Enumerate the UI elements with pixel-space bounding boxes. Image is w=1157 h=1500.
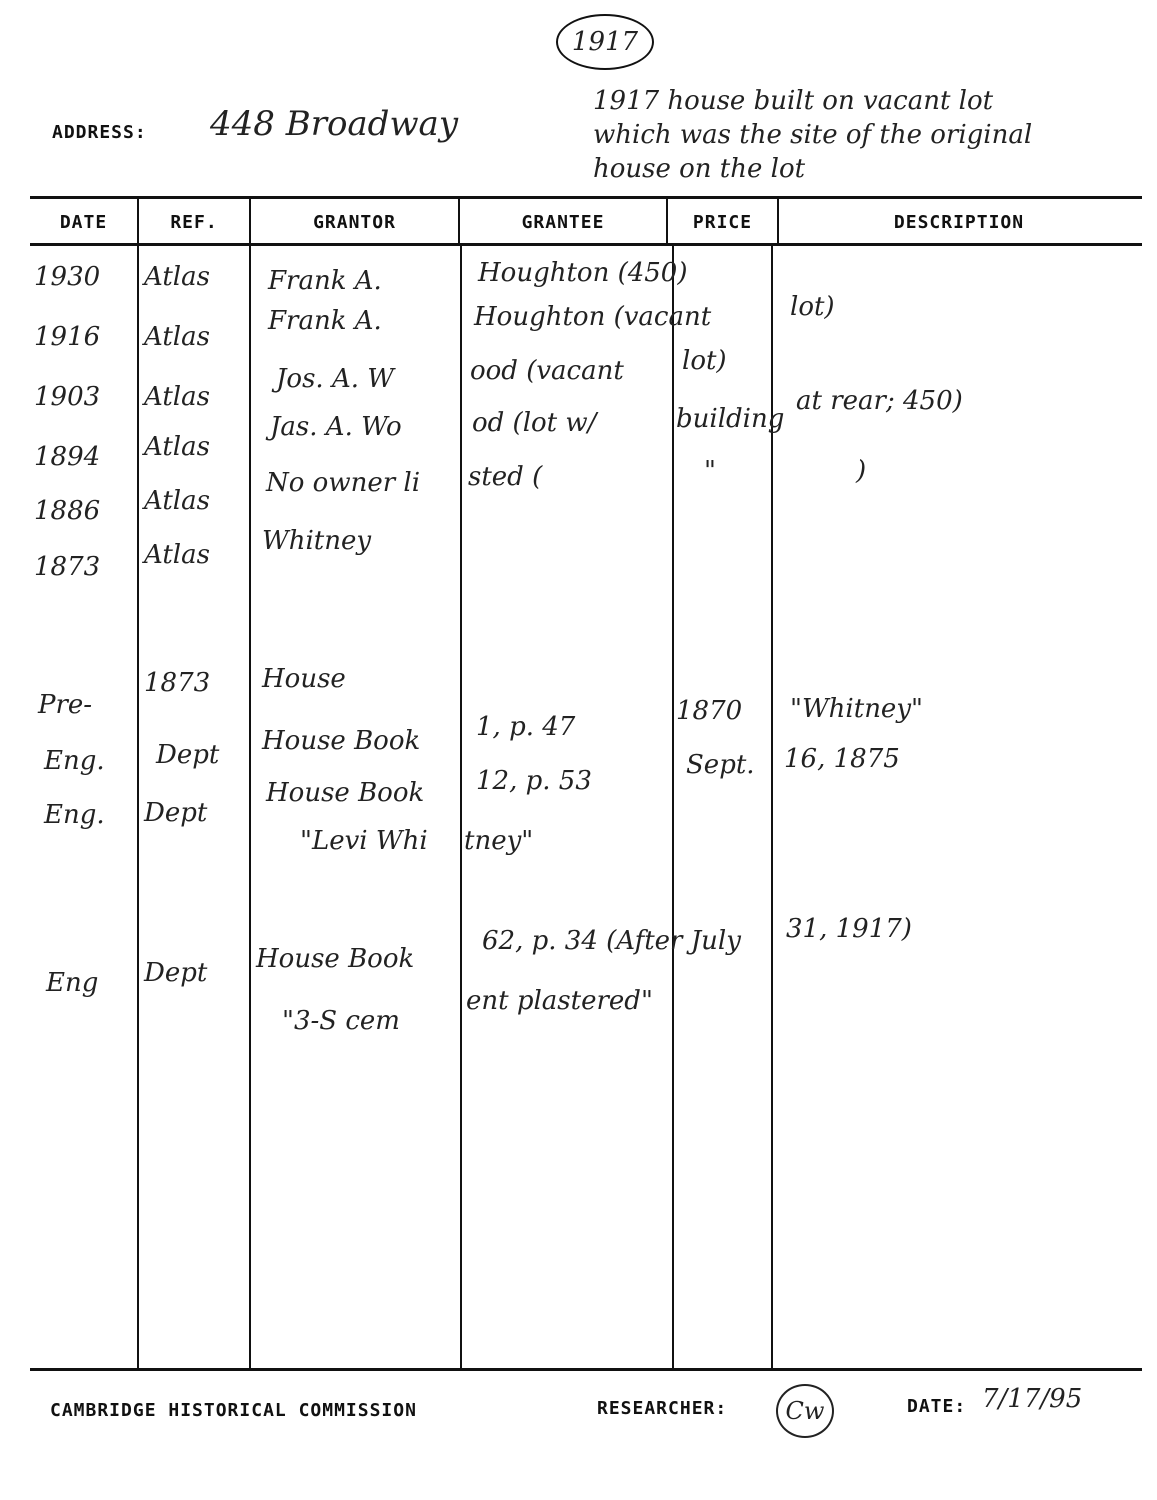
row-ref: Atlas (144, 540, 210, 570)
header-ref: REF. (170, 212, 218, 233)
row-grantor: House Book (262, 726, 421, 756)
row-grantee: tney" (464, 826, 534, 856)
column-divider-4 (672, 246, 674, 1370)
row-grantor: Jos. A. W (276, 364, 394, 394)
row-grantor: Frank A. (268, 266, 382, 296)
row-date: 1894 (34, 442, 101, 472)
row-grantor: Whitney (262, 526, 372, 556)
address-value: 448 Broadway (210, 104, 459, 144)
row-ref: Atlas (144, 432, 210, 462)
row-grantor: House (262, 664, 346, 694)
row-grantee: 12, p. 53 (476, 766, 592, 796)
row-description: ) (856, 456, 867, 486)
row-grantee: 1, p. 47 (476, 712, 576, 742)
researcher-initials-circle (776, 1384, 834, 1438)
row-ref: Atlas (144, 322, 210, 352)
row-date: Eng. (44, 800, 105, 830)
row-ref: Dept (144, 798, 208, 828)
address-label: ADDRESS: (52, 122, 147, 143)
commission-name: CAMBRIDGE HISTORICAL COMMISSION (50, 1400, 417, 1421)
header-grantor: GRANTOR (313, 212, 396, 233)
column-divider-1 (137, 198, 139, 1370)
address-note-line1: 1917 house built on vacant lot (593, 86, 994, 116)
row-price: 1870 (676, 696, 743, 726)
row-date: 1916 (34, 322, 101, 352)
row-grantee: od (lot w/ (472, 408, 597, 438)
row-date: Eng (46, 968, 99, 998)
row-grantor: "Levi Whi (300, 826, 428, 856)
table-bottom-rule (30, 1368, 1142, 1371)
table-top-rule (30, 196, 1142, 199)
row-ref: Dept (156, 740, 220, 770)
table-header-rule (30, 243, 1142, 246)
row-date: 1886 (34, 496, 101, 526)
row-price: Sept. (686, 750, 755, 780)
address-note-line3: house on the lot (593, 154, 806, 184)
row-grantor: Frank A. (268, 306, 382, 336)
date-value: 7/17/95 (982, 1384, 1083, 1414)
row-description: 31, 1917) (786, 914, 912, 944)
row-date: Eng. (44, 746, 105, 776)
row-price: " (704, 456, 716, 486)
row-ref: Dept (144, 958, 208, 988)
row-grantor: "3-S cem (282, 1006, 400, 1036)
row-grantee: Houghton (vacant (474, 302, 712, 332)
row-date: Pre- (38, 690, 93, 720)
row-grantor: House Book (266, 778, 425, 808)
researcher-label: RESEARCHER: (597, 1398, 728, 1419)
row-grantor: House Book (256, 944, 415, 974)
column-divider-3 (460, 246, 462, 1370)
row-ref: 1873 (144, 668, 211, 698)
row-ref: Atlas (144, 486, 210, 516)
row-grantee: Houghton (450) (478, 258, 688, 288)
row-grantee: 62, p. 34 (After July (482, 926, 741, 956)
row-grantee: ent plastered" (466, 986, 653, 1016)
year-stamp-text: 1917 (571, 27, 639, 57)
row-description: 16, 1875 (784, 744, 900, 774)
year-stamp (556, 14, 654, 70)
date-label: DATE: (907, 1396, 967, 1417)
row-ref: Atlas (144, 262, 210, 292)
researcher-initials: Cw (785, 1397, 825, 1425)
row-date: 1903 (34, 382, 101, 412)
header-price: PRICE (692, 212, 753, 233)
header-grantee: GRANTEE (521, 212, 605, 233)
header-date: DATE (59, 212, 108, 233)
row-description: lot) (790, 292, 835, 322)
row-date: 1873 (34, 552, 101, 582)
row-description: "Whitney" (790, 694, 923, 724)
header-description: DESCRIPTION (893, 212, 1025, 233)
row-grantor: No owner li (266, 468, 421, 498)
address-note-line2: which was the site of the original (593, 120, 1033, 150)
row-date: 1930 (34, 262, 101, 292)
row-description: at rear; 450) (796, 386, 963, 416)
row-grantee: sted ( (468, 462, 543, 492)
row-grantor: Jas. A. Wo (270, 412, 402, 442)
row-grantee: ood (vacant (470, 356, 624, 386)
row-price: building (676, 404, 785, 434)
column-divider-2 (249, 198, 251, 1370)
row-ref: Atlas (144, 382, 210, 412)
row-price: lot) (682, 346, 727, 376)
